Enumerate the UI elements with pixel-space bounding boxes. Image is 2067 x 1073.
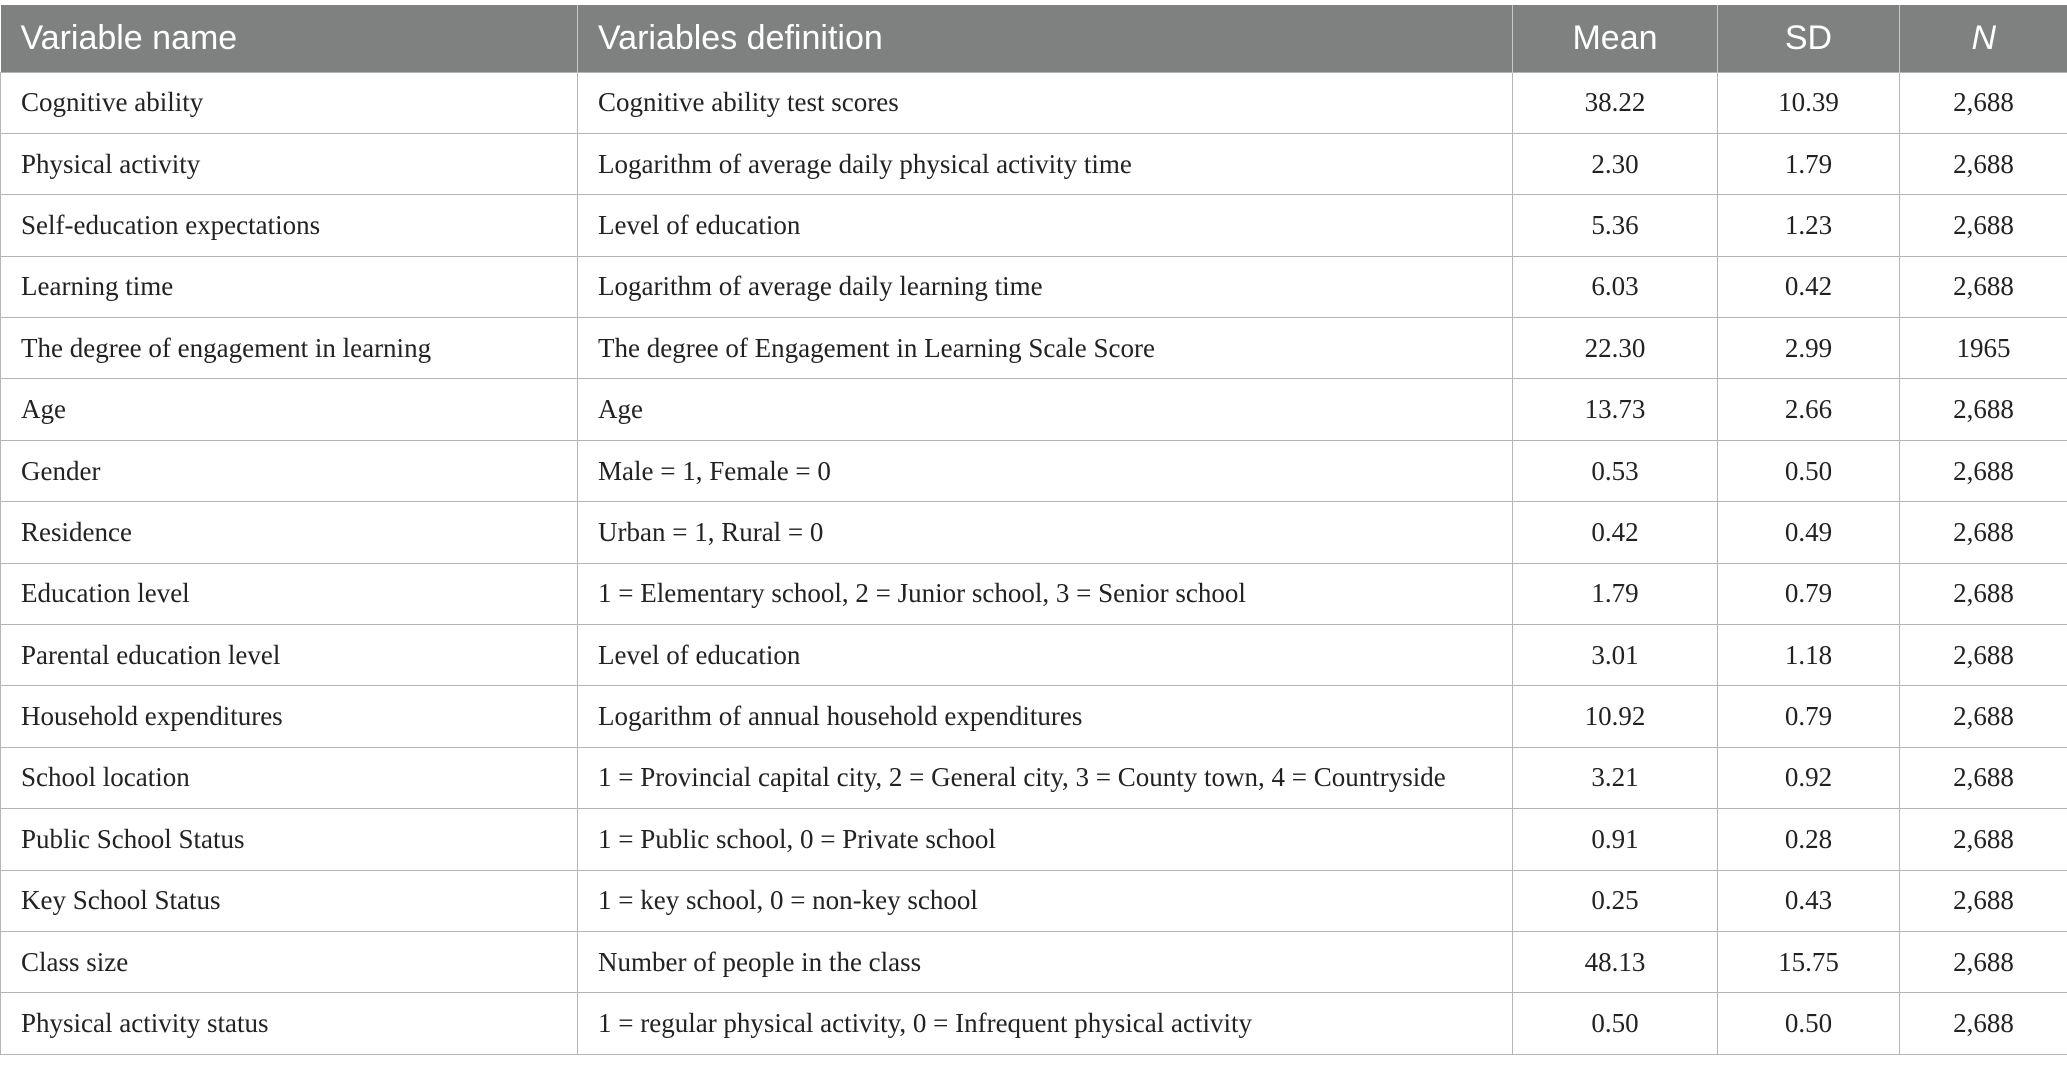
cell-n: 2,688 [1900,72,2067,133]
cell-mean: 5.36 [1513,195,1718,256]
cell-variable-name: Self-education expectations [1,195,578,256]
cell-n: 2,688 [1900,993,2067,1054]
cell-mean: 2.30 [1513,133,1718,194]
cell-sd: 15.75 [1718,931,1900,992]
cell-variable-name: Residence [1,502,578,563]
cell-mean: 38.22 [1513,72,1718,133]
header-variables-definition: Variables definition [578,5,1513,72]
cell-n: 2,688 [1900,563,2067,624]
table-row [1,625,2067,686]
cell-definition: Urban = 1, Rural = 0 [578,502,1513,563]
header-variable-name: Variable name [20,18,238,57]
cell-variable-name: Class size [1,931,578,992]
table-row [1,256,2067,317]
cell-variable-name: Parental education level [1,625,578,686]
cell-variable-name: Key School Status [1,870,578,931]
cell-definition: 1 = regular physical activity, 0 = Infrequent physical activity [578,993,1513,1054]
cell-n: 2,688 [1900,195,2067,256]
cell-definition: 1 = key school, 0 = non-key school [578,870,1513,931]
cell-definition: 1 = Provincial capital city, 2 = General city, 3 = County town, 4 = Countryside [578,747,1513,808]
table-body [1,72,2067,1054]
cell-variable-name: School location [1,747,578,808]
cell-definition: Cognitive ability test scores [578,72,1513,133]
cell-sd: 0.28 [1718,809,1900,870]
cell-sd: 0.50 [1718,440,1900,501]
cell-variable-name: Physical activity [1,133,578,194]
table-row [1,931,2067,992]
cell-mean: 3.01 [1513,625,1718,686]
table-row [1,318,2067,379]
cell-n: 2,688 [1900,809,2067,870]
table-row [1,502,2067,563]
cell-n: 2,688 [1900,502,2067,563]
cell-variable-name: The degree of engagement in learning [1,318,578,379]
cell-mean: 0.53 [1513,440,1718,501]
cell-definition: Level of education [578,195,1513,256]
cell-sd: 0.79 [1718,563,1900,624]
cell-sd: 2.99 [1718,318,1900,379]
cell-definition: The degree of Engagement in Learning Scale Score [578,318,1513,379]
table-row [1,133,2067,194]
cell-sd: 0.49 [1718,502,1900,563]
table-row [1,440,2067,501]
cell-n: 2,688 [1900,686,2067,747]
table-row [1,809,2067,870]
cell-mean: 13.73 [1513,379,1718,440]
cell-n: 1965 [1900,318,2067,379]
cell-definition: Level of education [578,625,1513,686]
table-row [1,747,2067,808]
header-mean: Mean [1513,5,1718,72]
cell-variable-name: Age [1,379,578,440]
cell-sd: 10.39 [1718,72,1900,133]
header-row [1,5,2067,72]
cell-n: 2,688 [1900,256,2067,317]
cell-definition: Logarithm of average daily physical activity time [578,133,1513,194]
table-row [1,993,2067,1054]
cell-definition: 1 = Elementary school, 2 = Junior school, 3 = Senior school [578,563,1513,624]
table-row [1,379,2067,440]
cell-sd: 2.66 [1718,379,1900,440]
descriptive-statistics-table [0,5,2067,1055]
table-row [1,870,2067,931]
cell-definition: Number of people in the class [578,931,1513,992]
cell-sd: 1.79 [1718,133,1900,194]
cell-variable-name: Public School Status [1,809,578,870]
table-row [1,72,2067,133]
cell-mean: 6.03 [1513,256,1718,317]
cell-mean: 1.79 [1513,563,1718,624]
cell-variable-name: Household expenditures [1,686,578,747]
cell-n: 2,688 [1900,625,2067,686]
cell-mean: 0.25 [1513,870,1718,931]
cell-mean: 22.30 [1513,318,1718,379]
descriptive-statistics-table-container [0,5,2067,1055]
cell-definition: Logarithm of average daily learning time [578,256,1513,317]
cell-variable-name: Cognitive ability [1,72,578,133]
cell-sd: 0.79 [1718,686,1900,747]
table-row [1,195,2067,256]
cell-definition: Age [578,379,1513,440]
header-sd: SD [1718,5,1900,72]
table-header [1,5,2067,72]
cell-sd: 0.43 [1718,870,1900,931]
cell-sd: 0.92 [1718,747,1900,808]
cell-n: 2,688 [1900,931,2067,992]
cell-definition: Logarithm of annual household expenditures [578,686,1513,747]
header-n: N [1900,5,2067,72]
cell-mean: 0.42 [1513,502,1718,563]
cell-n: 2,688 [1900,440,2067,501]
cell-definition: 1 = Public school, 0 = Private school [578,809,1513,870]
cell-mean: 3.21 [1513,747,1718,808]
cell-mean: 10.92 [1513,686,1718,747]
cell-sd: 1.23 [1718,195,1900,256]
cell-sd: 1.18 [1718,625,1900,686]
cell-n: 2,688 [1900,379,2067,440]
cell-variable-name: Learning time [1,256,578,317]
cell-variable-name: Education level [1,563,578,624]
table-row [1,686,2067,747]
cell-variable-name: Physical activity status [1,993,578,1054]
cell-n: 2,688 [1900,870,2067,931]
cell-n: 2,688 [1900,133,2067,194]
cell-mean: 0.50 [1513,993,1718,1054]
cell-variable-name: Gender [1,440,578,501]
cell-mean: 48.13 [1513,931,1718,992]
cell-sd: 0.42 [1718,256,1900,317]
cell-definition: Male = 1, Female = 0 [578,440,1513,501]
cell-n: 2,688 [1900,747,2067,808]
cell-mean: 0.91 [1513,809,1718,870]
cell-sd: 0.50 [1718,993,1900,1054]
table-row [1,563,2067,624]
